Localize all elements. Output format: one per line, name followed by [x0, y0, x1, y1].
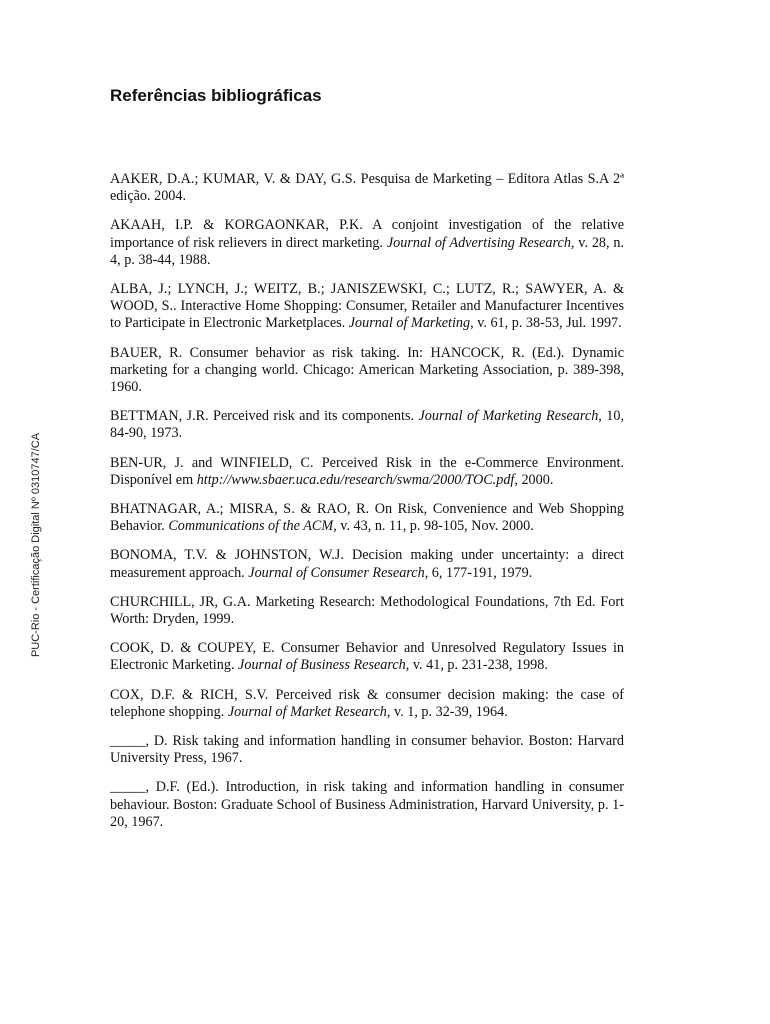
reference-entry	[110, 733, 624, 767]
reference-details: , v. 43, n. 11, p. 98-105, Nov. 2000.	[333, 518, 534, 535]
reference-journal: Journal of Advertising Research	[386, 234, 571, 251]
reference-text: ALBA, J.; LYNCH, J.; WEITZ, B.; JANISZEWSKI, C.; LUTZ, R.; SAWYER, A. & WOOD, S.. Interactive Home Shopping: Consumer, Retailer and Manufacturer Incentives to Participate in Electronic Marketplaces.	[110, 281, 624, 332]
reference-text: AAKER, D.A.; KUMAR, V. & DAY, G.S. Pesquisa de Marketing – Editora Atlas S.A 2ª edição. 2004.	[110, 171, 624, 205]
reference-details: , v. 28, n. 4, p. 38-44, 1988.	[110, 234, 625, 268]
reference-text: BEN-UR, J. and WINFIELD, C. Perceived Risk in the e-Commerce Environment. Disponível em	[110, 454, 624, 488]
reference-entry	[110, 408, 624, 442]
reference-entry	[110, 687, 624, 721]
reference-journal: Journal of Market Research	[227, 703, 387, 720]
reference-details: , 10, 84-90, 1973.	[110, 408, 625, 442]
reference-entry	[110, 455, 624, 489]
reference-text: BONOMA, T.V. & JOHNSTON, W.J. Decision making under uncertainty: a direct measurement approach.	[110, 547, 624, 581]
reference-entry	[110, 501, 624, 535]
reference-journal: Journal of Consumer Research	[248, 564, 425, 581]
reference-details: , v. 61, p. 38-53, Jul. 1997.	[470, 315, 622, 332]
reference-entry	[110, 640, 624, 674]
reference-text: _____, D.F. (Ed.). Introduction, in risk taking and information handling in consumer behaviour. Boston: Graduate School of Business Administration, Harvard University, p. 1-20, 1967.	[110, 779, 624, 830]
reference-details: , 6, 177-191, 1979.	[424, 564, 533, 581]
reference-journal: Journal of Marketing Research	[418, 408, 599, 425]
reference-details: , 2000.	[514, 471, 554, 488]
reference-entry	[110, 217, 624, 269]
reference-list	[110, 171, 624, 843]
reference-text: BHATNAGAR, A.; MISRA, S. & RAO, R. On Risk, Convenience and Web Shopping Behavior.	[110, 501, 624, 535]
certification-text: PUC-Rio - Certificação Digital Nº 0310747/CA	[30, 432, 42, 658]
reference-text: _____, D. Risk taking and information handling in consumer behavior. Boston: Harvard University Press, 1967.	[110, 733, 624, 767]
reference-details: , v. 41, p. 231-238, 1998.	[405, 657, 548, 674]
reference-entry	[110, 594, 624, 628]
reference-details: , v. 1, p. 32-39, 1964.	[386, 703, 508, 720]
reference-entry	[110, 779, 624, 831]
reference-entry	[110, 547, 624, 581]
reference-text: CHURCHILL, JR, G.A. Marketing Research: Methodological Foundations, 7th Ed. Fort Worth: Dryden, 1999.	[110, 593, 624, 628]
reference-text: BAUER, R. Consumer behavior as risk taking. In: HANCOCK, R. (Ed.). Dynamic marketing for a changing world. Chicago: American Marketing Association, p. 389-398, 1960.	[110, 344, 624, 396]
reference-text: AKAAH, I.P. & KORGAONKAR, P.K. A conjoint investigation of the relative importance of risk relievers in direct marketing.	[110, 217, 624, 251]
reference-entry	[110, 171, 624, 205]
page-title: Referências bibliográficas	[110, 86, 322, 105]
reference-url: http://www.sbaer.uca.edu/research/swma/2000/TOC.pdf	[196, 471, 515, 488]
reference-journal: Communications of the ACM	[168, 518, 334, 535]
reference-text: BETTMAN, J.R. Perceived risk and its components.	[110, 408, 419, 425]
reference-text: COOK, D. & COUPEY, E. Consumer Behavior and Unresolved Regulatory Issues in Electronic Marketing.	[110, 640, 624, 674]
reference-journal: Journal of Marketing	[348, 315, 471, 332]
reference-entry	[110, 345, 624, 397]
reference-entry	[110, 281, 624, 333]
reference-text: COX, D.F. & RICH, S.V. Perceived risk & consumer decision making: the case of telephone shopping.	[110, 686, 624, 720]
reference-journal: Journal of Business Research	[238, 657, 406, 674]
